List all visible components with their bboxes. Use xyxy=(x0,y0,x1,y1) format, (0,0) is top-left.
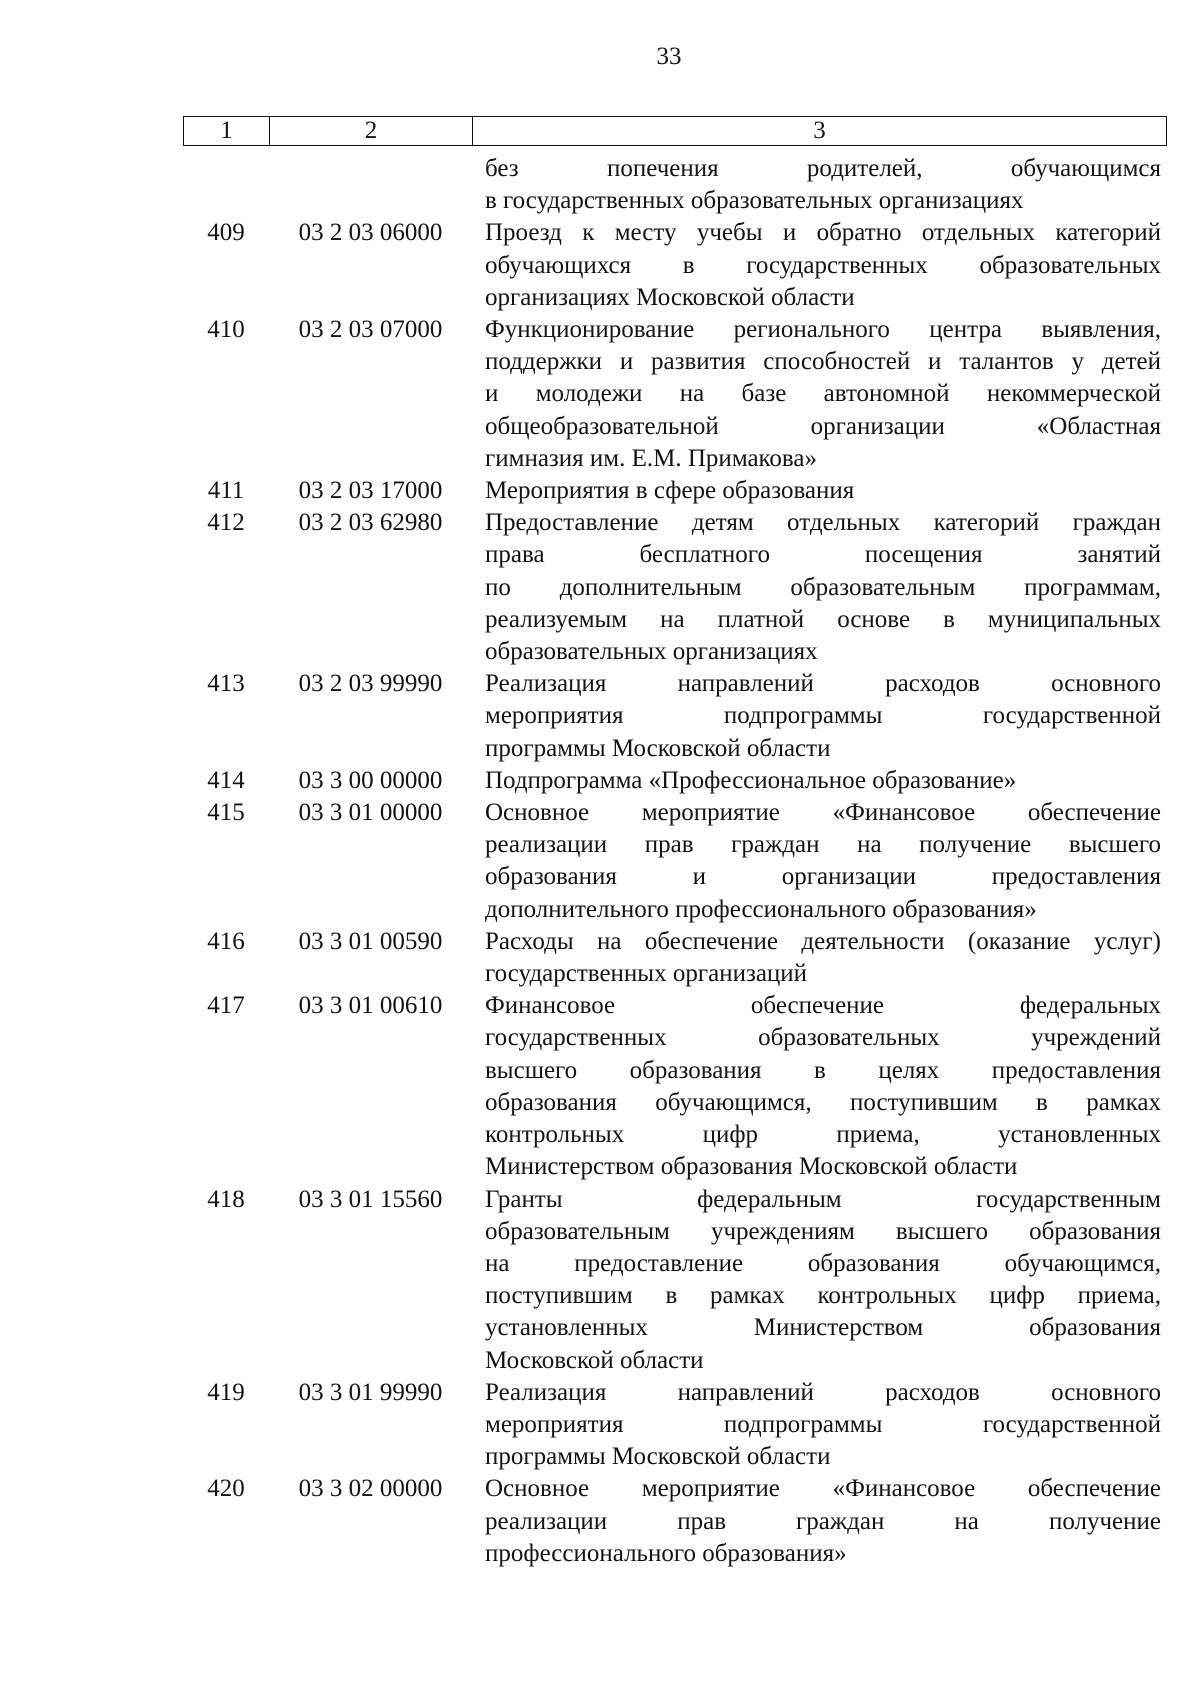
header-cell-1: 1 xyxy=(184,117,270,145)
description-line: программы Московской области xyxy=(485,1443,831,1471)
header-cell-2: 2 xyxy=(270,117,473,145)
table-row xyxy=(183,1377,1167,1474)
description-line: по дополнительным образовательным программам, xyxy=(485,573,1161,601)
description-line: мероприятия подпрограммы государственной xyxy=(485,1410,1161,1438)
row-description xyxy=(485,1473,1161,1570)
row-code xyxy=(269,153,472,217)
row-number: 416 xyxy=(207,927,245,955)
description-line: поступившим в рамках контрольных цифр приема, xyxy=(485,1282,1161,1310)
description-line: реализации прав граждан на получение xyxy=(485,1507,1161,1535)
row-number: 420 xyxy=(207,1475,245,1503)
row-code: 03 3 02 00000 xyxy=(298,1475,443,1503)
row-code: 03 2 03 07000 xyxy=(298,316,443,344)
description-line: Реализация направлений расходов основного xyxy=(485,670,1161,698)
table-row xyxy=(183,217,1167,314)
description-line: программы Московской области xyxy=(485,734,831,762)
row-description xyxy=(485,314,1161,475)
description-line: высшего образования в целях предоставления xyxy=(485,1056,1161,1084)
row-code: 03 2 03 99990 xyxy=(298,670,443,698)
row-description xyxy=(485,926,1161,990)
description-line: и молодежи на базе автономной некоммерческой xyxy=(485,380,1161,408)
description-line: права бесплатного посещения занятий xyxy=(485,541,1161,569)
row-description xyxy=(485,668,1161,765)
description-line: общеобразовательной организации «Областная xyxy=(485,412,1161,440)
row-code: 03 3 01 99990 xyxy=(298,1378,443,1406)
description-line: обучающихся в государственных образовательных xyxy=(485,251,1161,279)
row-description xyxy=(485,153,1161,217)
description-line: образовательных организациях xyxy=(485,638,818,666)
description-line: Реализация направлений расходов основного xyxy=(485,1378,1161,1406)
header-cell-3: 3 xyxy=(813,117,826,144)
row-number: 413 xyxy=(207,670,245,698)
description-line: Основное мероприятие «Финансовое обеспечение xyxy=(485,1475,1161,1503)
description-line: гимназия им. Е.М. Примакова» xyxy=(485,444,818,472)
table-row xyxy=(183,1184,1167,1377)
description-line: государственных организаций xyxy=(485,960,808,988)
row-number: 414 xyxy=(207,766,245,794)
description-line: контрольных цифр приема, установленных xyxy=(485,1121,1161,1149)
row-code: 03 3 01 15560 xyxy=(298,1185,443,1213)
description-line: Финансовое обеспечение федеральных xyxy=(485,992,1161,1020)
row-code: 03 2 03 06000 xyxy=(298,219,443,247)
description-line: Предоставление детям отдельных категорий граждан xyxy=(485,509,1161,537)
row-description xyxy=(485,507,1161,668)
table-row xyxy=(183,314,1167,475)
row-number: 412 xyxy=(207,509,245,537)
row-description xyxy=(485,1184,1161,1377)
table-row xyxy=(183,765,1167,797)
table-body xyxy=(183,153,1167,1570)
row-number: 417 xyxy=(207,992,245,1020)
row-code: 03 2 03 17000 xyxy=(298,477,443,505)
description-line: образования и организации предоставления xyxy=(485,863,1161,891)
table-row xyxy=(183,475,1167,507)
row-code: 03 3 01 00590 xyxy=(298,927,443,955)
description-line: поддержки и развития способностей и талантов у детей xyxy=(485,348,1161,376)
row-description xyxy=(485,990,1161,1183)
row-description xyxy=(485,797,1161,926)
description-line: реализуемым на платной основе в муниципальных xyxy=(485,605,1161,633)
description-line: Проезд к месту учебы и обратно отдельных категорий xyxy=(485,219,1161,247)
description-line: Подпрограмма «Профессиональное образование» xyxy=(485,766,1017,794)
description-line: реализации прав граждан на получение высшего xyxy=(485,831,1161,859)
page-number: 33 xyxy=(656,43,682,70)
table-row xyxy=(183,926,1167,990)
description-line: профессионального образования» xyxy=(485,1539,847,1567)
row-number: 418 xyxy=(207,1185,245,1213)
description-line: мероприятия подпрограммы государственной xyxy=(485,702,1161,730)
description-line: Основное мероприятие «Финансовое обеспечение xyxy=(485,799,1161,827)
row-number: 411 xyxy=(207,477,245,505)
row-number: 415 xyxy=(207,799,245,827)
description-line: образовательным учреждениям высшего образования xyxy=(485,1217,1161,1245)
row-code: 03 2 03 62980 xyxy=(298,509,443,537)
row-number xyxy=(183,153,269,217)
description-line: на предоставление образования обучающимся, xyxy=(485,1249,1161,1277)
description-line: организациях Московской области xyxy=(485,283,855,311)
row-code: 03 3 01 00000 xyxy=(298,799,443,827)
description-line: образования обучающимся, поступившим в рамках xyxy=(485,1088,1161,1116)
table-row xyxy=(183,797,1167,926)
description-line: установленных Министерством образования xyxy=(485,1314,1161,1342)
row-code: 03 3 00 00000 xyxy=(298,766,443,794)
description-line: Московской области xyxy=(485,1346,704,1374)
description-line: в государственных образовательных организациях xyxy=(485,187,1024,215)
row-description xyxy=(485,1377,1161,1474)
row-description xyxy=(485,217,1161,314)
description-line: дополнительного профессионального образования» xyxy=(485,895,1037,923)
description-line: Министерством образования Московской области xyxy=(485,1153,1018,1181)
description-line: без попечения родителей, обучающимся xyxy=(485,155,1161,182)
row-number: 410 xyxy=(207,316,245,344)
table-row xyxy=(183,153,1167,217)
table-header xyxy=(183,116,1167,146)
description-line: Мероприятия в сфере образования xyxy=(485,477,855,505)
description-line: Гранты федеральным государственным xyxy=(485,1185,1161,1213)
table-row xyxy=(183,1473,1167,1570)
table-row xyxy=(183,990,1167,1183)
table-row xyxy=(183,507,1167,668)
description-line: Расходы на обеспечение деятельности (оказание услуг) xyxy=(485,927,1161,955)
row-description xyxy=(485,475,1161,507)
row-number: 409 xyxy=(207,219,245,247)
row-code: 03 3 01 00610 xyxy=(298,992,443,1020)
row-number: 419 xyxy=(207,1378,245,1406)
description-line: Функционирование регионального центра выявления, xyxy=(485,316,1161,344)
row-description xyxy=(485,765,1161,797)
table-row xyxy=(183,668,1167,765)
description-line: государственных образовательных учреждений xyxy=(485,1024,1161,1052)
